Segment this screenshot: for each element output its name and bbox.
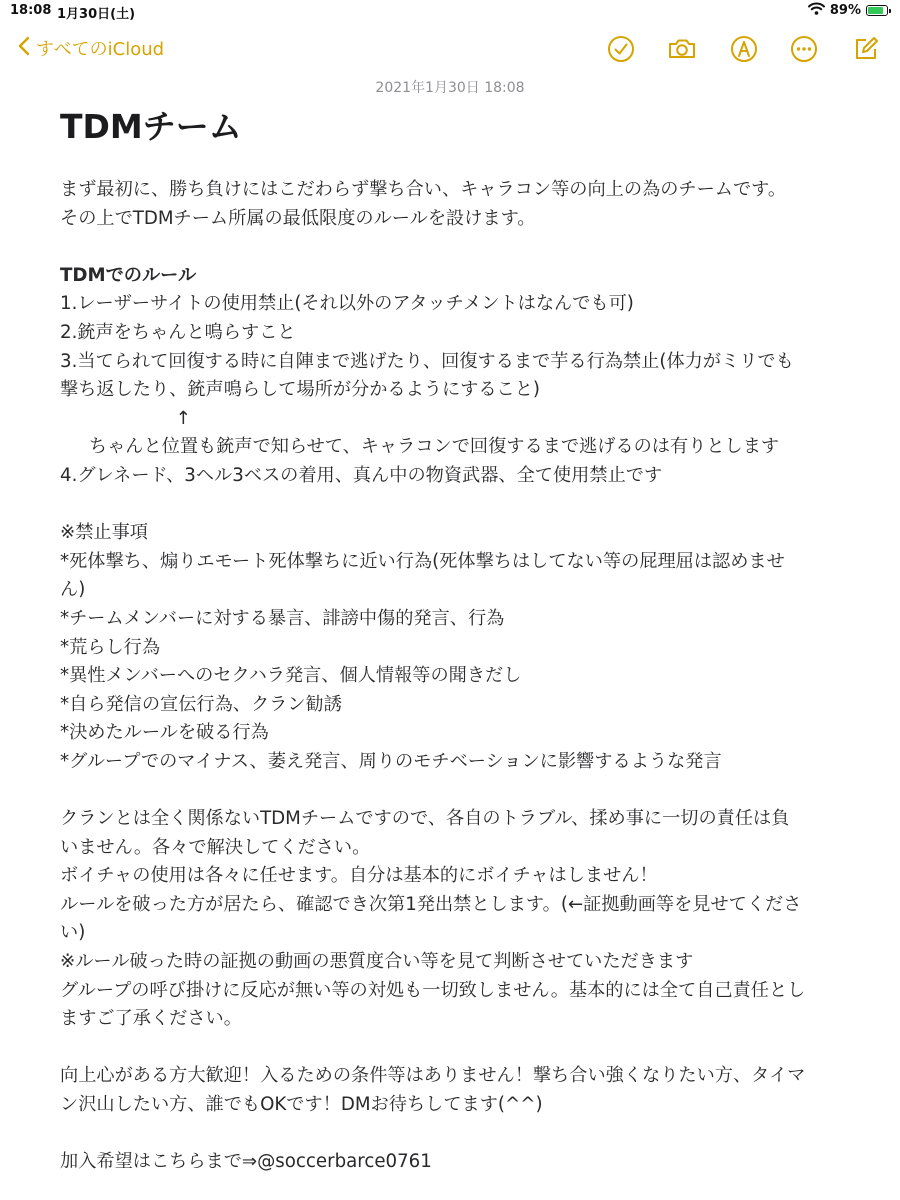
battery-icon xyxy=(866,5,888,16)
note-line: *死体撃ち、煽りエモート死体撃ちに近い行為(死体撃ちはしてない等の屁理屈は認めませ xyxy=(60,550,785,572)
section-heading: TDMでのルール xyxy=(60,264,197,286)
note-line: ルールを破った方が居たら、確認でき次第1発出禁とします。(←証拠動画等を見せてくださ xyxy=(60,893,802,915)
blank-line xyxy=(60,491,850,520)
wifi-icon xyxy=(808,2,825,19)
battery-nub xyxy=(889,9,891,13)
blank-line xyxy=(60,1034,850,1063)
battery-fill xyxy=(868,7,883,14)
note-line: 1.レーザーサイトの使用禁止(それ以外のアタッチメントはなんでも可) xyxy=(60,293,634,315)
note-line: 2.銃声をちゃんと鳴らすこと xyxy=(60,321,296,343)
note-line: ボイチャの使用は各々に任せます。自分は基本的にボイチャはしません！ xyxy=(60,865,658,887)
note-line: 加入希望はこちらまで⇒@soccerbarce0761 xyxy=(60,1151,432,1173)
note-date: 2021年1月30日 18:08 xyxy=(375,80,525,96)
status-time: 18:08 xyxy=(10,3,52,18)
checklist-icon[interactable] xyxy=(606,34,636,64)
note-line: グループの呼び掛けに反応が無い等の対処も一切致しません。基本的には全て自己責任とし xyxy=(60,979,806,1001)
battery-percent: 89% xyxy=(829,3,861,18)
note-line: *異性メンバーへのセクハラ発言、個人情報等の聞きだし xyxy=(60,665,522,687)
note-line: 3.当てられて回復する時に自陣まで逃げたり、回復するまで芋る行為禁止(体力がミリでも xyxy=(60,350,794,372)
note-line: クランとは全く関係ないTDMチームですので、各自のトラブル、揉め事に一切の責任は負 xyxy=(60,808,790,830)
note-body[interactable] xyxy=(60,176,850,1177)
back-label: すべてのiCloud xyxy=(36,39,165,60)
markup-icon[interactable] xyxy=(729,34,759,64)
notes-toolbar xyxy=(0,30,900,70)
note-line: ※禁止事項 xyxy=(60,522,148,544)
note-content[interactable] xyxy=(60,104,850,1177)
blank-line xyxy=(60,776,850,805)
more-icon[interactable] xyxy=(789,34,819,64)
compose-icon[interactable] xyxy=(851,34,881,64)
note-line: *荒らし行為 xyxy=(60,636,161,658)
note-line: まず最初に、勝ち負けにはこだわらず撃ち合い、キャラコン等の向上の為のチームです。 xyxy=(60,179,787,200)
note-line: ↑ xyxy=(60,407,191,429)
camera-icon[interactable] xyxy=(667,34,697,64)
back-button[interactable] xyxy=(18,35,164,61)
note-line: その上でTDMチーム所属の最低限度のルールを設けます。 xyxy=(60,207,536,229)
note-line: ますご了承ください。 xyxy=(60,1008,242,1030)
status-bar xyxy=(0,0,900,22)
note-title[interactable]: TDMチーム xyxy=(60,107,242,146)
blank-line xyxy=(60,1120,850,1149)
note-line: *自ら発信の宣伝行為、クラン勧誘 xyxy=(60,693,342,715)
note-line: ちゃんと位置も銃声で知らせて、キャラコンで回復するまで逃げるのは有りとします xyxy=(60,436,780,458)
chevron-left-icon xyxy=(18,36,30,61)
note-line: *グループでのマイナス、萎え発言、周りのモチベーションに影響するような発言 xyxy=(60,750,722,772)
note-line: ン沢山したい方、誰でもOKです！DMお待ちしてます(^^) xyxy=(60,1094,543,1115)
note-line: い) xyxy=(60,922,86,944)
note-line: いません。各々で解決してください。 xyxy=(60,836,371,858)
note-line: *決めたルールを破る行為 xyxy=(60,722,269,744)
status-right xyxy=(808,2,888,19)
note-line: *チームメンバーに対する暴言、誹謗中傷的発言、行為 xyxy=(60,607,505,629)
blank-line xyxy=(60,233,850,262)
status-date: 1月30日(土) xyxy=(57,7,136,22)
note-line: 向上心がある方大歓迎！入るための条件等はありません！撃ち合い強くなりたい方、タイマ xyxy=(60,1065,806,1087)
note-line: ん) xyxy=(60,579,86,601)
note-line: 撃ち返したり、銃声鳴らして場所が分かるようにすること) xyxy=(60,379,540,401)
note-line: 4.グレネード、3ヘル3ベスの着用、真ん中の物資武器、全て使用禁止です xyxy=(60,464,663,486)
note-line: ※ルール破った時の証拠の動画の悪質度合い等を見て判断させていただきます xyxy=(60,951,694,973)
